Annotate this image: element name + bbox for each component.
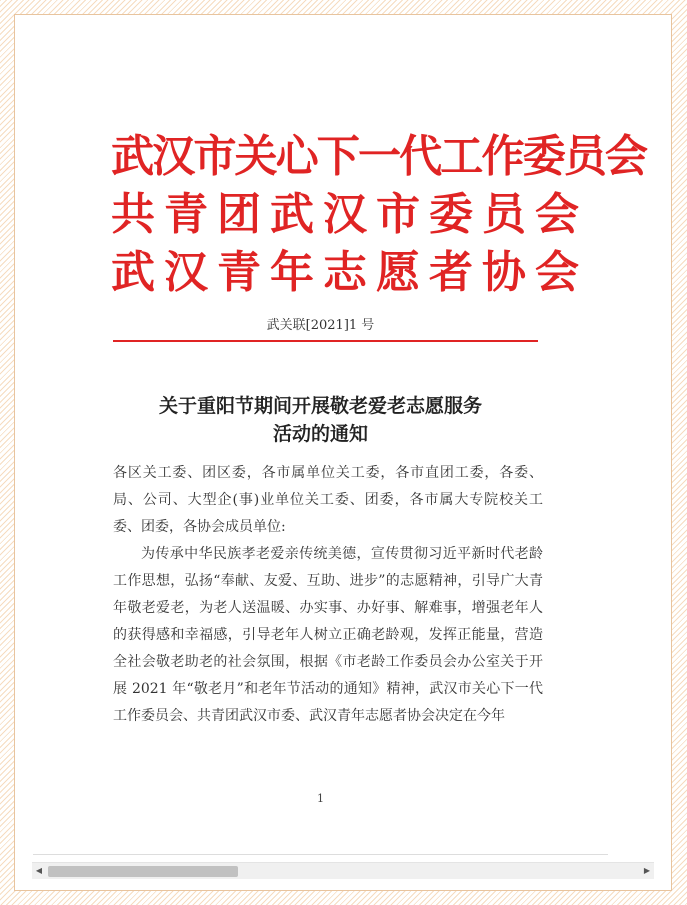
- red-divider: [113, 340, 538, 342]
- notice-title: [33, 392, 608, 448]
- horizontal-scrollbar[interactable]: [32, 862, 654, 879]
- page-number: 1: [317, 792, 324, 805]
- notice-body: [113, 460, 543, 730]
- notice-title-line-1: 关于重阳节期间开展敬老爱老志愿服务: [158, 395, 482, 417]
- header-line-3: 武汉青年志愿者协会: [111, 247, 588, 298]
- notice-title-line-2: 活动的通知: [272, 423, 368, 445]
- page-bottom-divider: [33, 854, 608, 855]
- body-paragraph-1: 为传承中华民族孝老爱亲传统美德，宣传贯彻习近平新时代老龄工作思想，弘扬“奉献、友爱、互助、进步”的志愿精神，引导广大青年敬老爱老，为老人送温暖、办实事、办好事、解难事，增强老年人的获得感和幸福感，引导老年人树立正确老龄观，发挥正能量，营造全社会敬老助老的社会氛围，根据《市老龄工作委员会办公室关于开展 2021 年“敬老月”和老年节活动的通知》精神，武汉市关心下一代工作委员会、共青团武汉市委、武汉青年志愿者协会决定在今年: [113, 546, 543, 724]
- recipients-paragraph: 各区关工委、团区委，各市属单位关工委，各市直团工委，各委、局、公司、大型企(事)业单位关工委、团委，各市属大专院校关工委、团委，各协会成员单位:: [113, 465, 543, 535]
- header-line-2: 共青团武汉市委员会: [111, 189, 588, 240]
- scrollbar-thumb[interactable]: [48, 866, 238, 877]
- scroll-right-arrow-icon[interactable]: ▶: [643, 866, 651, 875]
- header-line-1: 武汉市关心下一代工作委员会: [111, 131, 647, 182]
- document-number: 武关联[2021]1 号: [266, 318, 375, 333]
- scroll-left-arrow-icon[interactable]: ◀: [35, 866, 43, 875]
- document-page: [33, 40, 647, 855]
